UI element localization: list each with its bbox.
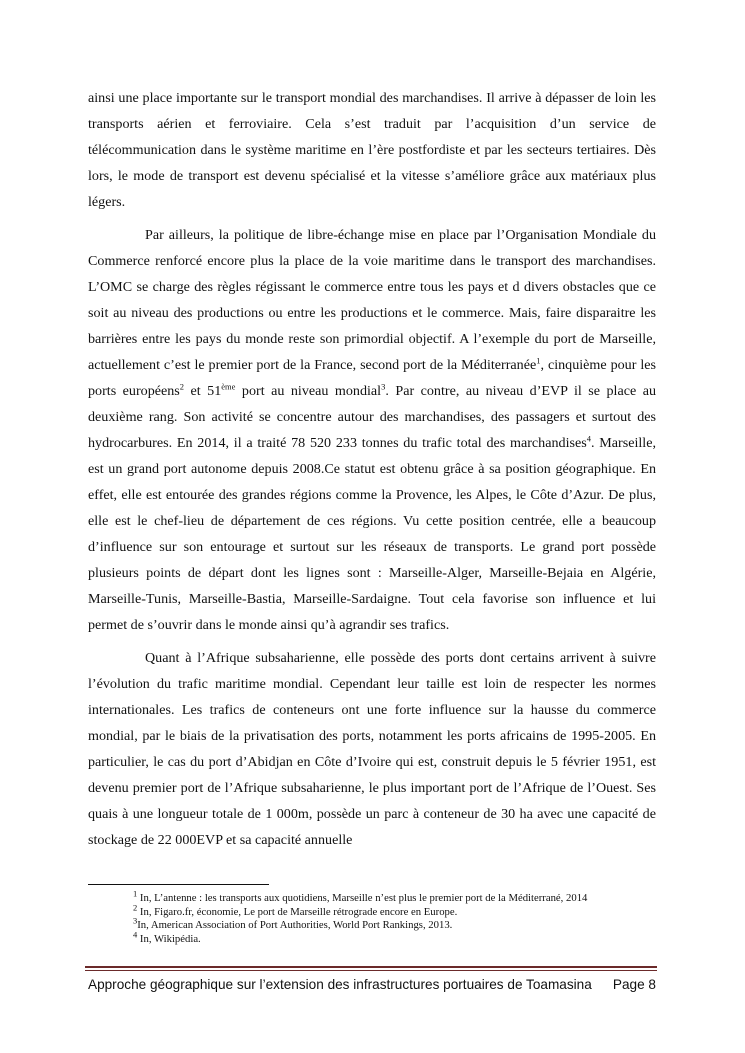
- paragraph: [88, 222, 656, 638]
- paragraph: [88, 85, 656, 215]
- footnote-reference: 2: [179, 381, 185, 392]
- footnote-text: In, Wikipédia.: [137, 932, 201, 945]
- footnote-separator: [88, 884, 269, 885]
- footnote-text: In, L’antenne : les transports aux quotidiens, Marseille n’est plus le premier port de la Méditerrané, 2014: [137, 892, 588, 904]
- body-text: [88, 85, 656, 860]
- footer-rule-thick: [85, 966, 657, 968]
- footnote-reference: 1: [536, 355, 541, 366]
- paragraph-text: Par ailleurs, la politique de libre-échange mise en place par l’Organisation Mondiale du Commerce renforcé encore plus la place de la voie maritime dans le transport des marchandises. L’OMC se charge des règles régissant le commerce entre tous les pays et d divers obstacles que ce soit au niveau des productions ou entre les productions et le commerce. Mais, faire disparaitre les barrières entre les pays du monde reste son primordial objectif. A l’exemple du port de Marseille, actuellement c’est le premier port de la France, second port de la Méditerranée: [88, 227, 656, 373]
- footnote-text: In, Figaro.fr, économie, Le port de Marseille rétrograde encore en Europe.: [137, 905, 458, 918]
- footnote-reference: ème: [221, 381, 236, 392]
- footnote: [88, 915, 656, 933]
- paragraph-text: , cinquième pour les ports européens: [88, 357, 656, 399]
- footer-document-title: Approche géographique sur l’extension des infrastructures portuaires de Toamasina: [88, 977, 592, 992]
- footnote-number: 1: [133, 888, 138, 899]
- footnote: [88, 888, 656, 906]
- footnote-number: 4: [133, 928, 138, 939]
- paragraph-text: port au niveau mondial: [235, 383, 382, 399]
- paragraph-text: et 51: [184, 383, 222, 399]
- footnote-reference: 3: [381, 381, 386, 392]
- paragraph-text: . Par contre, au niveau d’EVP il se place au deuxième rang. Son activité se concentre autour des marchandises, des passagers et surtout des hydrocarbures. En 2014, il a traité 78 520 233 tonnes du trafic total des marchandises: [88, 383, 657, 451]
- paragraph: [88, 645, 656, 853]
- paragraph-text: Quant à l’Afrique subsaharienne, elle possède des ports dont certains arrivent à suivre l’évolution du trafic maritime mondial. Cependant leur taille est loin de respecter les normes internationales. Les trafics de conteneurs ont une forte influence sur la hausse du commerce mondial, par le biais de la privatisation des ports, notamment les ports africains de 1995-2005. En particulier, le cas du port d’Abidjan en Côte d’Ivoire qui est, construit depuis le 5 février 1951, est devenu premier port de l’Afrique subsaharienne, le plus important port de l’Afrique de l’Ouest. Ses quais à une longueur totale de 1 000m, possède un parc à conteneur de 30 ha avec une capacité de stockage de 22 000EVP et sa capacité annuelle: [88, 650, 656, 848]
- footer-rule-thin: [85, 970, 657, 971]
- footnote: [88, 901, 656, 920]
- footnotes: [88, 888, 656, 946]
- footnote-reference: 4: [586, 433, 591, 444]
- footnote: [88, 928, 656, 947]
- paragraph-text: . Marseille, est un grand port autonome depuis 2008.Ce statut est obtenu grâce à sa position géographique. En effet, elle est entourée des grandes régions comme la Provence, les Alpes, le Côte d’Azur. De plus, elle est le chef-lieu de département de ces régions. Vu cette position centrée, elle a beaucoup d’influence sur son entourage et surtout sur les réseaux de transports. Le grand port possède plusieurs points de départ dont les lignes sont : Marseille-Alger, Marseille-Bejaia en Algérie, Marseille-Tunis, Marseille-Bastia, Marseille-Sardaigne. Tout cela favorise son influence et lui permet de s’ouvrir dans le monde ainsi qu’à agrandir ses trafics.: [88, 435, 656, 633]
- footnote-number: 2: [133, 901, 138, 912]
- footer-page-number: Page 8: [612, 977, 656, 992]
- paragraph-text: ainsi une place importante sur le transport mondial des marchandises. Il arrive à dépasser de loin les transports aérien et ferroviaire. Cela s’est traduit par l’acquisition d’un service de télécommunication dans le système maritime en l’ère postfordiste et par les secteurs tertiaires. Dès lors, le mode de transport est devenu spécialisé et la vitesse s’améliore grâce aux matériaux plus légers.: [88, 90, 656, 210]
- footnote-text: In, American Association of Port Authorities, World Port Rankings, 2013.: [137, 919, 453, 931]
- footnote-number: 3: [133, 915, 138, 926]
